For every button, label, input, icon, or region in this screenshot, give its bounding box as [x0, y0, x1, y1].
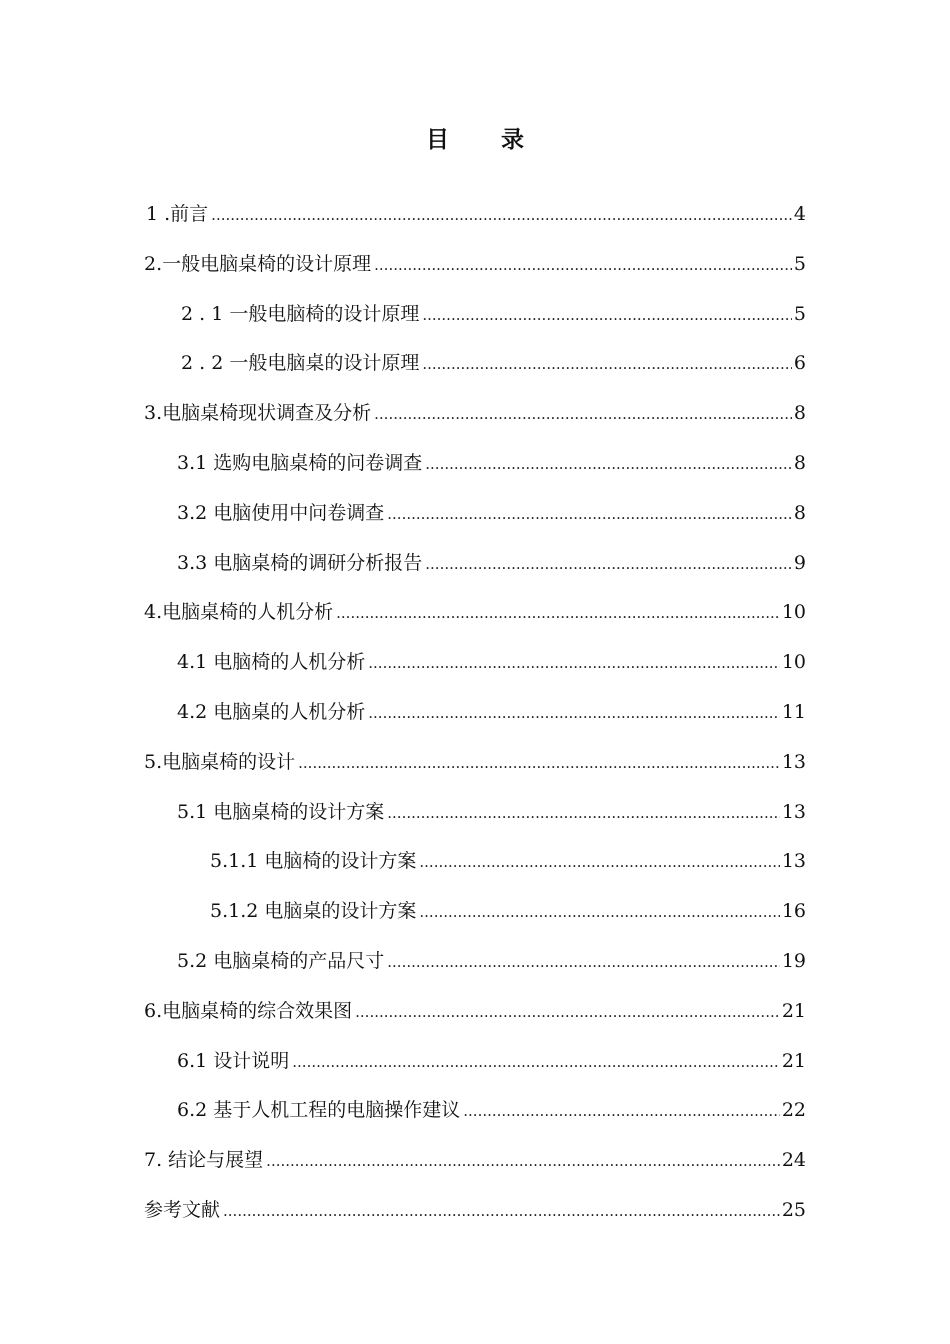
toc-dot-leader [292, 1045, 780, 1079]
toc-dot-leader [368, 646, 780, 680]
toc-entry[interactable] [177, 1044, 806, 1078]
toc-entry-label: 1 .前言 [146, 203, 209, 225]
toc-entry[interactable] [144, 1193, 806, 1227]
toc-entry-page: 6 [793, 352, 806, 375]
toc-entry[interactable] [177, 1093, 806, 1127]
toc-entry[interactable] [144, 745, 806, 779]
toc-dot-leader [422, 347, 792, 381]
toc-dot-leader [425, 547, 792, 581]
toc-entry[interactable] [177, 546, 806, 580]
toc-entry-page: 5 [793, 252, 806, 275]
toc-dot-leader [355, 995, 780, 1029]
toc-entry-page: 22 [781, 1099, 806, 1122]
toc-entry-label: 5.电脑桌椅的设计 [144, 750, 296, 773]
toc-entry-page: 4 [793, 203, 806, 225]
toc-entry[interactable] [146, 197, 806, 231]
toc-entry-page: 8 [793, 452, 806, 474]
toc-dot-leader [387, 945, 780, 979]
toc-title: 目 录 [425, 127, 546, 153]
toc-entry-page: 8 [793, 402, 806, 425]
toc-entry-label: 5.1.2 电脑桌的设计方案 [210, 900, 417, 923]
toc-entry-label: 4.电脑桌椅的人机分析 [144, 601, 334, 624]
toc-entry-label: 2 . 1 一般电脑椅的设计原理 [181, 302, 420, 325]
toc-dot-leader [298, 746, 780, 780]
toc-entry-page: 13 [781, 800, 806, 823]
toc-entry-label: 6.1 设计说明 [177, 1049, 290, 1072]
toc-entry-page: 25 [781, 1199, 806, 1221]
toc-entry-page: 16 [781, 900, 806, 923]
toc-entry-page: 10 [781, 651, 806, 674]
toc-entry[interactable] [181, 346, 806, 380]
toc-entry-page: 13 [781, 850, 806, 873]
toc-dot-leader [387, 796, 780, 830]
toc-entry-label: 3.电脑桌椅现状调查及分析 [144, 402, 372, 425]
toc-entry[interactable] [210, 894, 806, 928]
toc-entry-page: 24 [781, 1149, 806, 1172]
toc-entry-page: 8 [793, 501, 806, 524]
toc-entry[interactable] [144, 1143, 806, 1177]
toc-entry-label: 5.2 电脑桌椅的产品尺寸 [177, 950, 385, 972]
toc-entry-label: 3.2 电脑使用中问卷调查 [177, 501, 385, 524]
toc-entry[interactable] [177, 446, 806, 480]
toc-entry[interactable] [177, 496, 806, 530]
toc-entry[interactable] [210, 844, 806, 878]
toc-entry-page: 19 [781, 950, 806, 972]
toc-dot-leader [223, 1194, 780, 1228]
toc-dot-leader [368, 696, 780, 730]
toc-dot-leader [422, 298, 792, 332]
toc-entry[interactable] [177, 645, 806, 679]
toc-entry-label: 6.电脑桌椅的综合效果图 [144, 999, 353, 1022]
toc-entry[interactable] [181, 297, 806, 331]
toc-entry[interactable] [144, 396, 806, 430]
toc-entry[interactable] [144, 595, 806, 629]
toc-entry-label: 2.一般电脑桌椅的设计原理 [144, 252, 372, 275]
toc-entry-label: 6.2 基于人机工程的电脑操作建议 [177, 1099, 461, 1122]
toc-entry-label: 5.1.1 电脑椅的设计方案 [210, 850, 417, 873]
toc-dot-leader [374, 397, 792, 431]
toc-entry-page: 10 [781, 601, 806, 624]
toc-dot-leader [211, 198, 792, 232]
toc-entry-page: 21 [781, 999, 806, 1022]
toc-entry-label: 3.3 电脑桌椅的调研分析报告 [177, 551, 423, 574]
toc-entry-page: 13 [781, 750, 806, 773]
toc-entry[interactable] [177, 944, 806, 978]
toc-entry-label: 5.1 电脑桌椅的设计方案 [177, 800, 385, 823]
toc-entry-label: 参考文献 [144, 1199, 221, 1221]
toc-dot-leader [387, 497, 792, 531]
toc-dot-leader [463, 1094, 780, 1128]
toc-entry-page: 9 [793, 551, 806, 574]
toc-entry[interactable] [144, 994, 806, 1028]
toc-dot-leader [266, 1144, 780, 1178]
toc-entry[interactable] [144, 247, 806, 281]
toc-entry-page: 5 [793, 302, 806, 325]
toc-entry[interactable] [177, 795, 806, 829]
toc-dot-leader [374, 248, 792, 282]
toc-entry-label: 4.1 电脑椅的人机分析 [177, 651, 366, 674]
toc-entry-label: 7. 结论与展望 [144, 1149, 264, 1172]
toc-dot-leader [419, 845, 779, 879]
toc-entry-page: 21 [781, 1049, 806, 1072]
toc-dot-leader [336, 596, 780, 630]
toc-entry-label: 3.1 选购电脑桌椅的问卷调查 [177, 452, 423, 474]
toc-entry-label: 2 . 2 一般电脑桌的设计原理 [181, 352, 420, 375]
toc-dot-leader [419, 895, 779, 929]
toc-entry-page: 11 [781, 701, 806, 723]
toc-entry-label: 4.2 电脑桌的人机分析 [177, 701, 366, 723]
toc-dot-leader [425, 447, 792, 481]
toc-entry[interactable] [177, 695, 806, 729]
